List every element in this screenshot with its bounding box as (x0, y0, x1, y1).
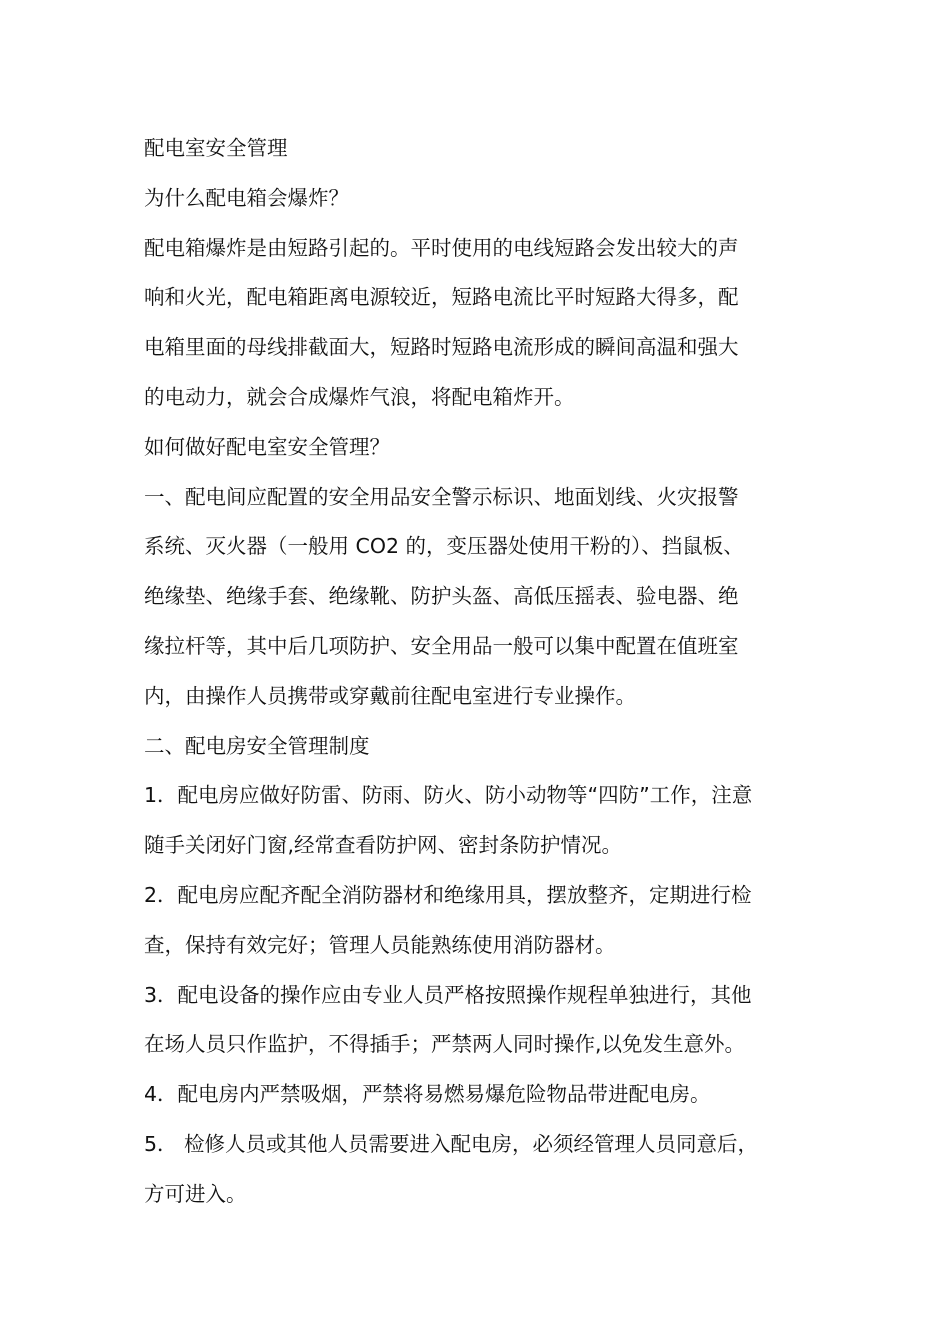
section-heading-rules: 二、配电房安全管理制度 (144, 733, 370, 758)
paragraph-line: 缘拉杆等，其中后几项防护、安全用品一般可以集中配置在值班室 (144, 633, 739, 658)
paragraph-line: 一、配电间应配置的安全用品安全警示标识、地面划线、火灾报警 (144, 484, 739, 509)
list-item-line: 3．配电设备的操作应由专业人员严格按照操作规程单独进行，其他 (144, 982, 752, 1007)
list-item-line: 1．配电房应做好防雷、防雨、防火、防小动物等“四防”工作，注意 (144, 783, 753, 808)
document-title: 配电室安全管理 (144, 136, 288, 160)
paragraph-line: 内，由操作人员携带或穿戴前往配电室进行专业操作。 (144, 683, 636, 708)
section-heading-why-explode: 为什么配电箱会爆炸？ (144, 185, 349, 210)
paragraph-line: 电箱里面的母线排截面大，短路时短路电流形成的瞬间高温和强大 (144, 335, 739, 360)
section-heading-how-manage: 如何做好配电室安全管理？ (144, 434, 390, 459)
paragraph-line: 配电箱爆炸是由短路引起的。平时使用的电线短路会发出较大的声 (144, 235, 739, 260)
paragraph-line: 响和火光，配电箱距离电源较近，短路电流比平时短路大得多，配 (144, 285, 739, 310)
paragraph-line: 系统、灭火器（一般用 CO2 的，变压器处使用干粉的）、挡鼠板、 (144, 534, 744, 559)
list-item-line: 查，保持有效完好；管理人员能熟练使用消防器材。 (144, 932, 616, 957)
list-item-line: 4．配电房内严禁吸烟，严禁将易燃易爆危险物品带进配电房。 (144, 1082, 711, 1107)
document-body (144, 124, 830, 1220)
list-item-line: 随手关闭好门窗,经常查看防护网、密封条防护情况。 (144, 833, 623, 858)
list-item-line: 在场人员只作监护，不得插手；严禁两人同时操作,以免发生意外。 (144, 1032, 746, 1057)
paragraph-line: 绝缘垫、绝缘手套、绝缘靴、防护头盔、高低压摇表、验电器、绝 (144, 584, 739, 609)
paragraph-line: 的电动力，就会合成爆炸气浪，将配电箱炸开。 (144, 384, 575, 409)
list-item-line: 2．配电房应配齐配全消防器材和绝缘用具，摆放整齐，定期进行检 (144, 882, 752, 907)
list-item-line: 5． 检修人员或其他人员需要进入配电房，必须经管理人员同意后， (144, 1131, 759, 1156)
list-item-line: 方可进入。 (144, 1181, 247, 1206)
